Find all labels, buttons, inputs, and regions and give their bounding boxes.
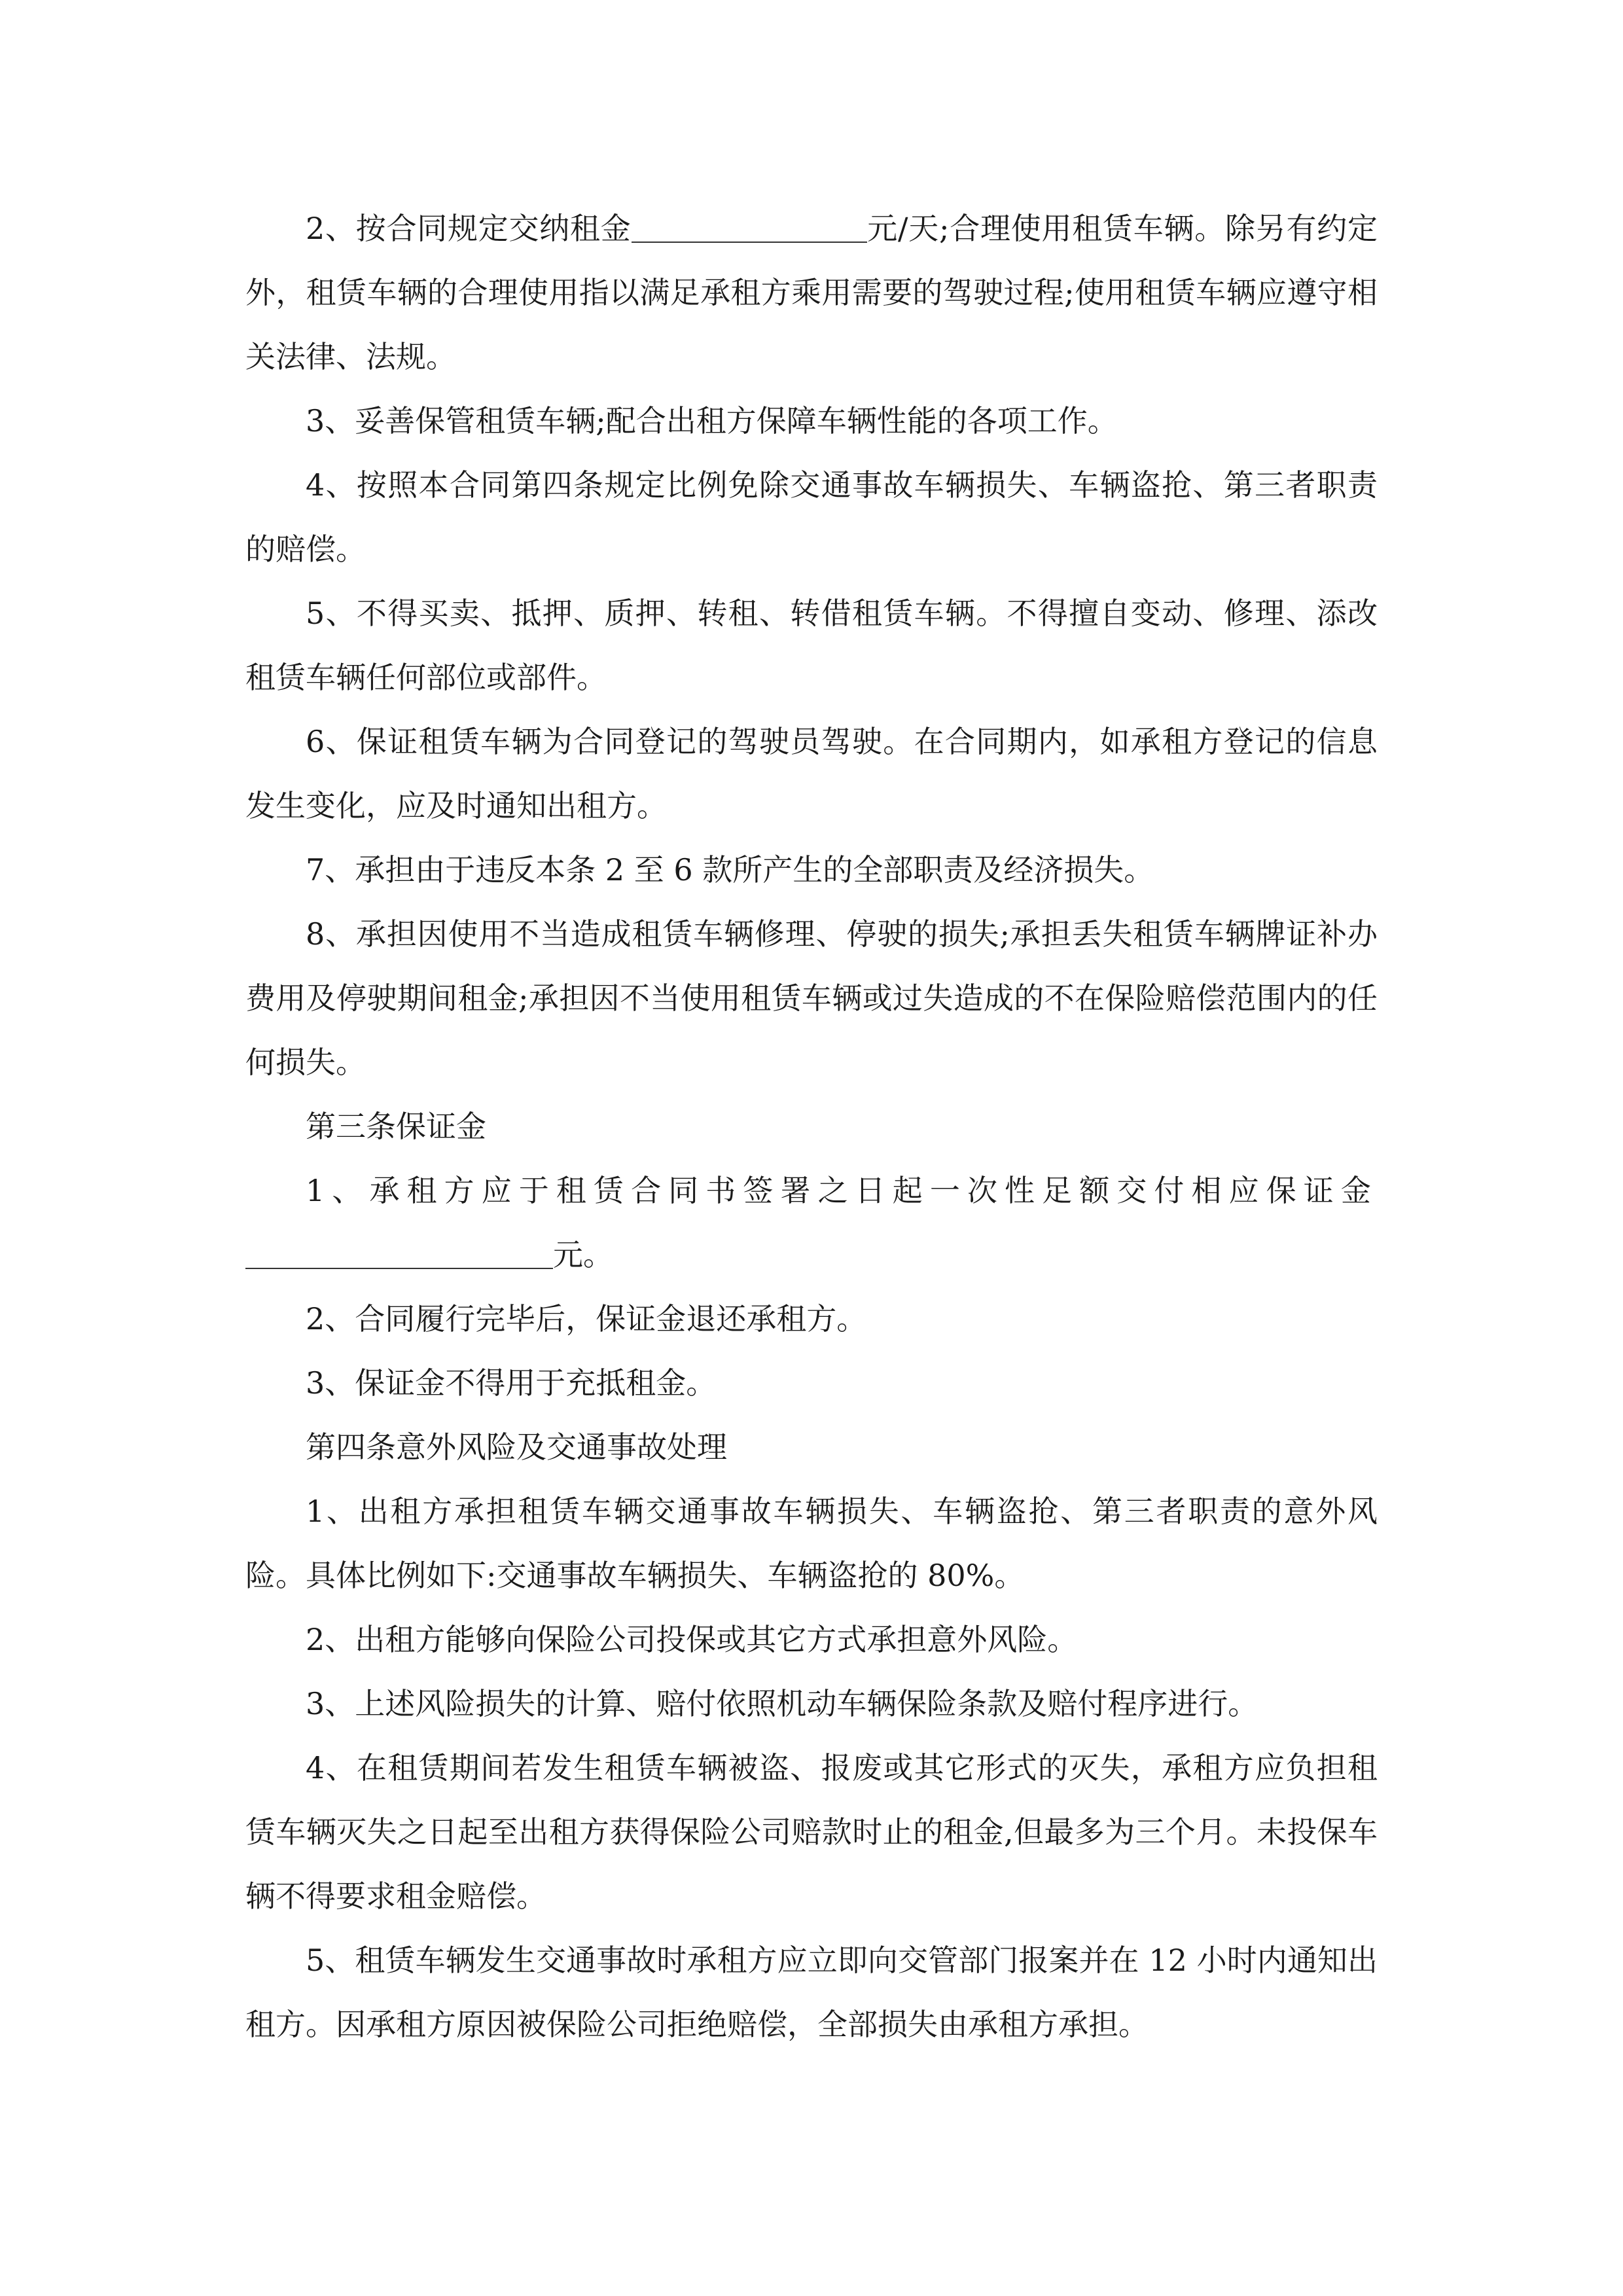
article4-item1: 1、出租方承担租赁车辆交通事故车辆损失、车辆盗抢、第三者职责的意外风险。具体比例如下:交通事故车辆损失、车辆盗抢的 80%。 — [245, 1494, 1378, 1593]
article2-item2-text-b: 元/天;合理使用租赁车辆。除另有约定外，租赁车辆的合理使用指以满足承租方乘用需要的驾驶过程;使用租赁车辆应遵守相关法律、法规。 — [245, 211, 1378, 374]
article3-item3: 3、保证金不得用于充抵租金。 — [306, 1365, 717, 1401]
article2-item3: 3、妥善保管租赁车辆;配合出租方保障车辆性能的各项工作。 — [306, 403, 1118, 439]
article2-item5: 5、不得买卖、抵押、质押、转租、转借租赁车辆。不得擅自变动、修理、添改租赁车辆任何部位或部件。 — [245, 596, 1378, 695]
article2-item6: 6、保证租赁车辆为合同登记的驾驶员驾驶。在合同期内，如承租方登记的信息发生变化，应及时通知出租方。 — [245, 724, 1378, 823]
article3-item2: 2、合同履行完毕后，保证金退还承租方。 — [306, 1301, 867, 1336]
article3-item1 — [245, 1158, 1378, 1287]
document-page — [245, 196, 1378, 2056]
article2-item4: 4、按照本合同第四条规定比例免除交通事故车辆损失、车辆盗抢、第三者职责的赔偿。 — [245, 467, 1378, 567]
article2-item7: 7、承担由于违反本条 2 至 6 款所产生的全部职责及经济损失。 — [306, 852, 1154, 888]
deposit-amount-blank — [245, 1238, 553, 1269]
article4-item4: 4、在租赁期间若发生租赁车辆被盗、报废或其它形式的灭失，承租方应负担租赁车辆灭失之日起至出租方获得保险公司赔款时止的租金,但最多为三个月。未投保车辆不得要求租金赔偿。 — [245, 1750, 1378, 1914]
article3-heading: 第三条保证金 — [306, 1109, 486, 1144]
article4-heading: 第四条意外风险及交通事故处理 — [306, 1429, 727, 1465]
article3-item1-text-a: 1、承租方应于租赁合同书签署之日起一次性足额交付相应保证金 — [306, 1173, 1378, 1208]
rent-amount-blank — [632, 211, 867, 243]
article4-item3: 3、上述风险损失的计算、赔付依照机动车辆保险条款及赔付程序进行。 — [306, 1686, 1258, 1721]
article2-item8: 8、承担因使用不当造成租赁车辆修理、停驶的损失;承担丢失租赁车辆牌证补办费用及停驶期间租金;承担因不当使用租赁车辆或过失造成的不在保险赔偿范围内的任何损失。 — [245, 916, 1378, 1080]
article3-item1-text-b: 元。 — [553, 1237, 613, 1272]
article2-item2 — [245, 196, 1378, 389]
article4-item5: 5、租赁车辆发生交通事故时承租方应立即向交管部门报案并在 12 小时内通知出租方。因承租方原因被保险公司拒绝赔偿，全部损失由承租方承担。 — [245, 1943, 1378, 2042]
article4-item2: 2、出租方能够向保险公司投保或其它方式承担意外风险。 — [306, 1622, 1078, 1657]
article2-item2-text-a: 2、按合同规定交纳租金 — [306, 211, 632, 246]
